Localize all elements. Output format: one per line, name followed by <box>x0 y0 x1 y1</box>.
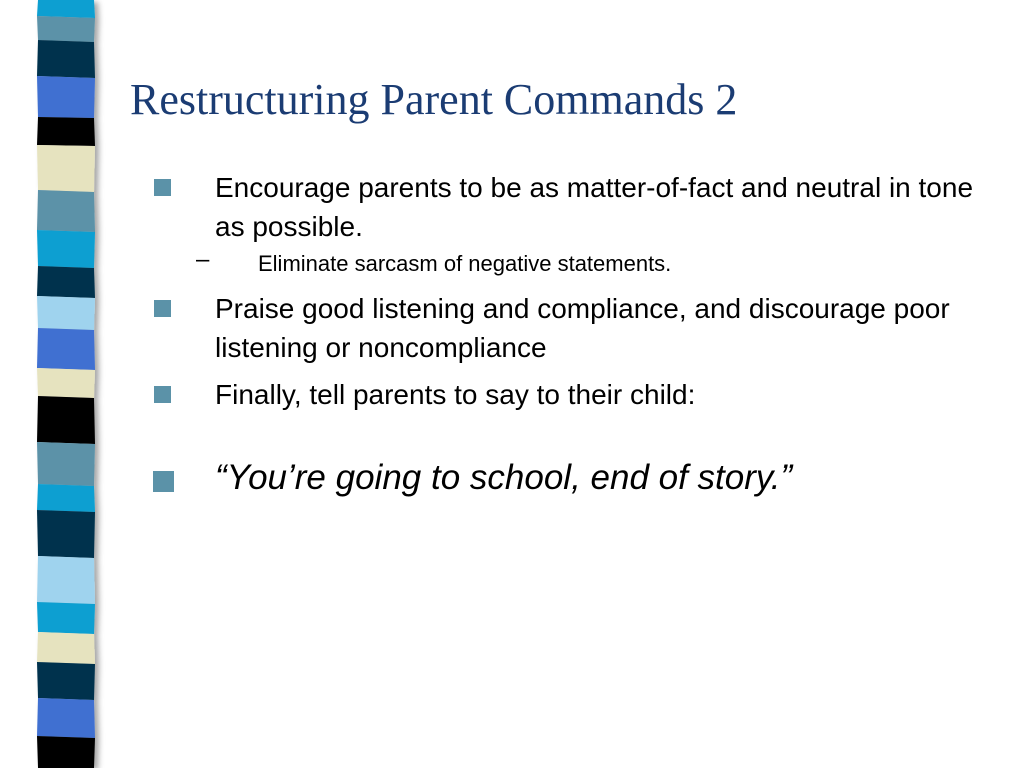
sub-bullet-text: Eliminate sarcasm of negative statements. <box>258 251 672 276</box>
square-bullet-icon <box>154 300 171 317</box>
decorative-color-strip <box>0 0 118 768</box>
bullet-text: Encourage parents to be as matter-of-fact and neutral in tone as possible. <box>215 172 974 242</box>
quote-text: “You’re going to school, end of story.” <box>215 458 793 497</box>
bullet-list <box>150 168 990 502</box>
bullet-text: Praise good listening and compliance, and discourage poor listening or noncompliance <box>215 293 950 363</box>
dash-bullet-icon: – <box>196 246 210 273</box>
bullet-item <box>150 289 990 367</box>
quote-bullet-item <box>150 454 990 502</box>
bullet-item <box>150 375 990 414</box>
bullet-text: Finally, tell parents to say to their child: <box>215 379 696 410</box>
sub-bullet-item <box>150 246 990 279</box>
square-bullet-icon <box>153 471 174 492</box>
bullet-item <box>150 168 990 246</box>
slide-title: Restructuring Parent Commands 2 <box>130 75 738 124</box>
strip-graphic <box>0 0 118 768</box>
square-bullet-icon <box>154 386 171 403</box>
square-bullet-icon <box>154 179 171 196</box>
